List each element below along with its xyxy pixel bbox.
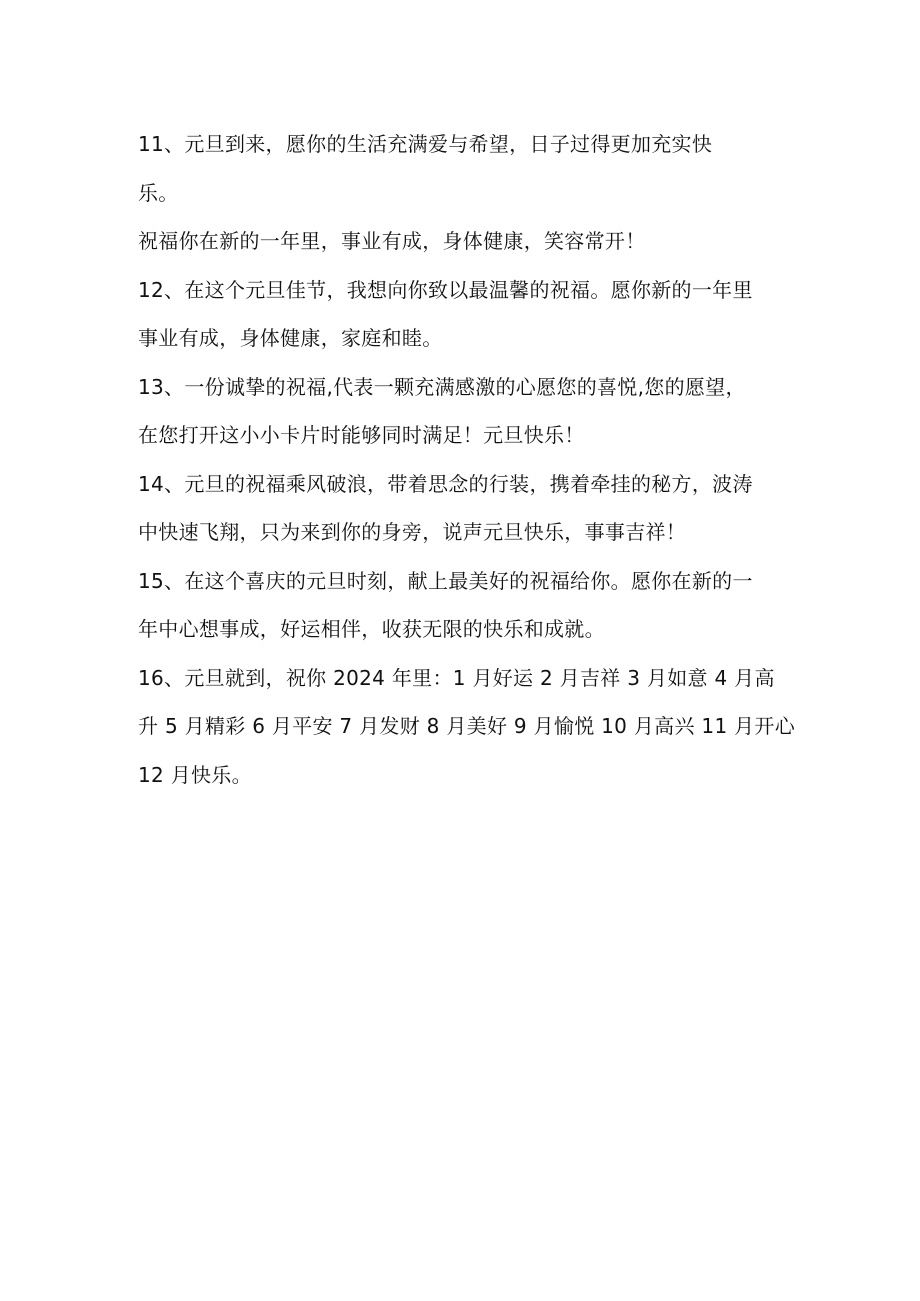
document-body	[138, 124, 810, 803]
text-line: 13、一份诚挚的祝福,代表一颗充满感激的心愿您的喜悦,您的愿望，	[138, 374, 746, 399]
text-line: 年中心想事成，好运相伴，收获无限的快乐和成就。	[138, 617, 605, 641]
text-line: 升 5 月精彩 6 月平安 7 月发财 8 月美好 9 月愉悦 10 月高兴 11 月开心	[138, 714, 796, 738]
text-line: 16、元旦就到，祝你 2024 年里：1 月好运 2 月吉祥 3 月如意 4 月高	[138, 665, 775, 690]
text-line: 11、元旦到来，愿你的生活充满爱与希望，日子过得更加充实快	[138, 132, 713, 156]
text-line: 12、在这个元旦佳节，我想向你致以最温馨的祝福。愿你新的一年里	[138, 277, 753, 302]
text-line: 乐。	[138, 180, 179, 205]
text-line: 15、在这个喜庆的元旦时刻，献上最美好的祝福给你。愿你在新的一	[138, 568, 753, 593]
text-line: 中快速飞翔，只为来到你的身旁，说声元旦快乐，事事吉祥！	[138, 520, 687, 544]
text-line: 12 月快乐。	[138, 762, 252, 787]
text-line: 在您打开这小小卡片时能够同时满足！元旦快乐！	[138, 423, 585, 447]
text-line: 事业有成，身体健康，家庭和睦。	[138, 326, 443, 350]
text-line: 祝福你在新的一年里，事业有成，身体健康，笑容常开！	[138, 229, 646, 253]
text-line: 14、元旦的祝福乘风破浪，带着思念的行装，携着牵挂的秘方，波涛	[138, 471, 753, 496]
